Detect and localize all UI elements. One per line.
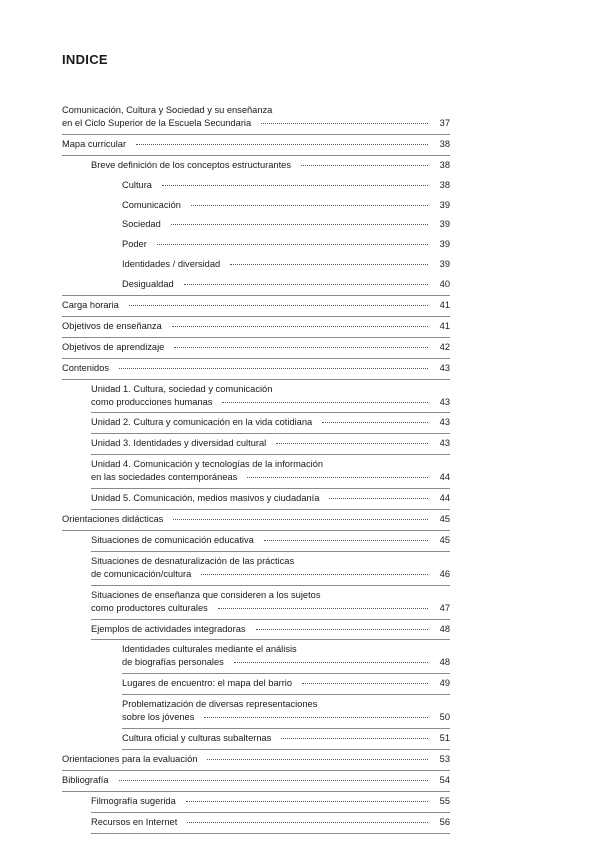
toc-entry-title: como productores culturales [91, 602, 208, 613]
toc-entry[interactable] [122, 255, 450, 275]
toc-entry-line [62, 138, 450, 151]
toc-entry[interactable] [91, 620, 450, 641]
toc-entry-title: Poder [122, 239, 147, 250]
dot-leader [301, 164, 428, 166]
toc-entry-title: Identidades / diversidad [122, 259, 221, 270]
toc-page-number: 43 [439, 362, 450, 373]
toc-entry[interactable] [91, 455, 450, 489]
toc-entry-line [122, 732, 450, 745]
toc-entry-title: Filmografía sugerida [91, 795, 176, 806]
dot-leader [171, 223, 428, 225]
toc-entry-title: Breve definición de los conceptos estructurantes [91, 159, 291, 170]
toc-entry-title: Objetivos de enseñanza [62, 320, 162, 331]
toc-entry-title: de comunicación/cultura [91, 568, 192, 579]
toc-entry[interactable] [91, 434, 450, 455]
toc-page-number: 44 [439, 493, 450, 504]
toc-entry-title: Contenidos [62, 362, 110, 373]
table-of-contents [0, 101, 601, 834]
toc-entry-title: en el Ciclo Superior de la Escuela Secundaria [62, 118, 252, 128]
toc-entry[interactable] [122, 695, 450, 729]
toc-entry-title: Comunicación, Cultura y Sociedad y su enseñanza [62, 105, 273, 115]
dot-leader [329, 497, 428, 499]
toc-entry[interactable] [91, 489, 450, 510]
toc-entry-title: sobre los jóvenes [122, 712, 195, 723]
toc-page-number: 42 [439, 341, 450, 352]
toc-entry-line [91, 816, 450, 829]
dot-leader [204, 716, 428, 718]
toc-entry-line [62, 299, 450, 312]
dot-leader [201, 573, 428, 575]
toc-entry[interactable] [62, 135, 450, 156]
toc-entry[interactable] [91, 156, 450, 176]
toc-entry-line [62, 320, 450, 333]
toc-entry[interactable] [62, 510, 450, 531]
toc-entry-line [91, 795, 450, 808]
toc-entry[interactable] [122, 729, 450, 750]
page-title: INDICE [62, 52, 108, 67]
toc-page-number: 44 [439, 472, 450, 483]
toc-page-number: 43 [439, 438, 450, 449]
dot-leader [184, 283, 428, 285]
toc-entry-title: Identidades culturales mediante el análisis [122, 644, 297, 655]
toc-entry-line [62, 753, 450, 766]
dot-leader [230, 263, 428, 265]
toc-page-number: 45 [439, 534, 450, 545]
dot-leader [162, 184, 428, 186]
toc-entry-line [122, 643, 450, 656]
toc-entry-line [122, 179, 450, 192]
toc-entry-line [91, 458, 450, 471]
toc-entry[interactable] [91, 531, 450, 552]
toc-entry-title: Recursos en Internet [91, 816, 178, 827]
toc-page-number: 49 [439, 678, 450, 689]
toc-page-number: 37 [439, 118, 450, 128]
toc-page-number: 54 [439, 774, 450, 785]
toc-page-number: 48 [439, 657, 450, 668]
toc-page-number: 38 [439, 179, 450, 190]
dot-leader [222, 401, 428, 403]
toc-entry-line [91, 568, 450, 581]
toc-entry[interactable] [62, 275, 450, 296]
toc-page-number: 39 [439, 259, 450, 270]
toc-entry-title: Orientaciones didácticas [62, 514, 164, 525]
toc-page-number: 55 [439, 795, 450, 806]
dot-leader [276, 442, 428, 444]
toc-entry-line [122, 698, 450, 711]
toc-entry-title: Objetivos de aprendizaje [62, 341, 165, 352]
toc-entry-title: Unidad 1. Cultura, sociedad y comunicación [91, 383, 273, 394]
dot-leader [174, 346, 428, 348]
toc-entry-line [122, 238, 450, 251]
toc-page-number: 46 [439, 568, 450, 579]
toc-entry-line [122, 258, 450, 271]
toc-entry-title: Mapa curricular [62, 138, 127, 149]
toc-entry-title: como producciones humanas [91, 396, 213, 407]
toc-entry-title: Sociedad [122, 219, 161, 230]
toc-entry-title: Situaciones de desnaturalización de las prácticas [91, 555, 295, 566]
toc-page-number: 43 [439, 396, 450, 407]
toc-entry-title: Comunicación [122, 199, 181, 210]
toc-entry-line [122, 199, 450, 212]
toc-entry-line [91, 534, 450, 547]
toc-entry-line [91, 416, 450, 429]
toc-entry-line [122, 711, 450, 724]
dot-leader [186, 800, 428, 802]
toc-entry-line [91, 383, 450, 396]
toc-entry-line [91, 437, 450, 450]
toc-page-number: 45 [439, 514, 450, 525]
toc-entry-title: Cultura oficial y culturas subalternas [122, 733, 272, 744]
toc-entry[interactable] [62, 338, 450, 359]
toc-entry[interactable] [91, 413, 450, 434]
toc-entry-title: Ejemplos de actividades integradoras [91, 623, 246, 634]
toc-page-number: 47 [439, 602, 450, 613]
toc-page-number: 38 [439, 138, 450, 149]
toc-entry[interactable] [62, 317, 450, 338]
dot-leader [302, 682, 428, 684]
toc-entry-title: Carga horaria [62, 300, 119, 311]
toc-page-number: 43 [439, 417, 450, 428]
toc-entry-title: Problematización de diversas representaciones [122, 699, 318, 710]
dot-leader [281, 737, 428, 739]
toc-entry[interactable] [122, 215, 450, 235]
dot-leader [247, 476, 428, 478]
dot-leader [261, 122, 428, 124]
dot-leader [157, 243, 428, 245]
toc-entry-line [91, 471, 450, 484]
toc-entry-title: Situaciones de enseñanza que consideren a los sujetos [91, 589, 321, 600]
toc-entry-line [91, 396, 450, 409]
toc-entry-line [62, 341, 450, 354]
toc-page-number: 50 [439, 712, 450, 723]
toc-entry[interactable] [122, 235, 450, 255]
dot-leader [264, 539, 428, 541]
toc-page-number: 39 [439, 239, 450, 250]
toc-page-number: 48 [439, 623, 450, 634]
toc-entry[interactable] [62, 296, 450, 317]
toc-entry[interactable] [62, 359, 450, 380]
toc-page-number: 53 [439, 754, 450, 765]
toc-entry-line [122, 278, 450, 291]
toc-page-number: 56 [439, 816, 450, 827]
dot-leader [136, 143, 428, 145]
toc-entry-line [91, 492, 450, 505]
toc-entry-title: Situaciones de comunicación educativa [91, 534, 254, 545]
toc-entry-title: Orientaciones para la evaluación [62, 754, 198, 765]
toc-entry-line [62, 774, 450, 787]
toc-entry-line [91, 602, 450, 615]
dot-leader [207, 758, 428, 760]
dot-leader [191, 204, 428, 206]
toc-entry-line [91, 159, 450, 172]
dot-leader [172, 325, 428, 327]
toc-entry[interactable] [91, 380, 450, 414]
toc-entry-line [62, 117, 450, 130]
dot-leader [119, 367, 428, 369]
toc-page-number: 39 [439, 199, 450, 210]
toc-entry-line [122, 218, 450, 231]
toc-entry-title: Desigualdad [122, 279, 174, 290]
toc-page-number: 39 [439, 219, 450, 230]
toc-entry[interactable] [62, 771, 450, 792]
dot-leader [234, 661, 428, 663]
toc-entry-line [62, 513, 450, 526]
toc-entry-title: Lugares de encuentro: el mapa del barrio [122, 678, 293, 689]
toc-entry-title: Bibliografía [62, 774, 109, 785]
toc-entry-line [122, 677, 450, 690]
toc-entry-title: de biografías personales [122, 657, 224, 668]
toc-page-number: 41 [439, 300, 450, 311]
toc-entry-line [62, 362, 450, 375]
dot-leader [187, 821, 428, 823]
toc-entry[interactable] [122, 176, 450, 196]
toc-entry[interactable] [62, 750, 450, 771]
toc-entry[interactable] [122, 196, 450, 216]
toc-page-number: 51 [439, 733, 450, 744]
toc-entry[interactable] [122, 640, 450, 674]
toc-entry[interactable] [91, 792, 450, 813]
toc-page-number: 40 [439, 279, 450, 290]
toc-entry[interactable] [62, 101, 450, 135]
dot-leader [218, 607, 428, 609]
toc-page-number: 41 [439, 320, 450, 331]
toc-entry[interactable] [91, 586, 450, 620]
dot-leader [119, 779, 428, 781]
toc-entry-title: Unidad 3. Identidades y diversidad cultural [91, 438, 267, 449]
dot-leader [173, 518, 428, 520]
toc-entry-title: Unidad 2. Cultura y comunicación en la vida cotidiana [91, 417, 313, 428]
toc-entry-line [122, 656, 450, 669]
toc-entry-line [91, 589, 450, 602]
toc-entry-title: Cultura [122, 179, 152, 190]
toc-entry[interactable] [91, 813, 450, 834]
toc-entry-line [62, 104, 450, 117]
toc-entry[interactable] [91, 552, 450, 586]
toc-entry-line [91, 555, 450, 568]
toc-entry-title: Unidad 5. Comunicación, medios masivos y ciudadanía [91, 493, 320, 504]
dot-leader [256, 628, 428, 630]
toc-entry-title: Unidad 4. Comunicación y tecnologías de la información [91, 459, 324, 470]
toc-entry[interactable] [122, 674, 450, 695]
toc-entry-line [91, 623, 450, 636]
toc-page-number: 38 [439, 159, 450, 170]
dot-leader [322, 421, 428, 423]
dot-leader [129, 304, 428, 306]
toc-entry-title: en las sociedades contemporáneas [91, 472, 238, 483]
